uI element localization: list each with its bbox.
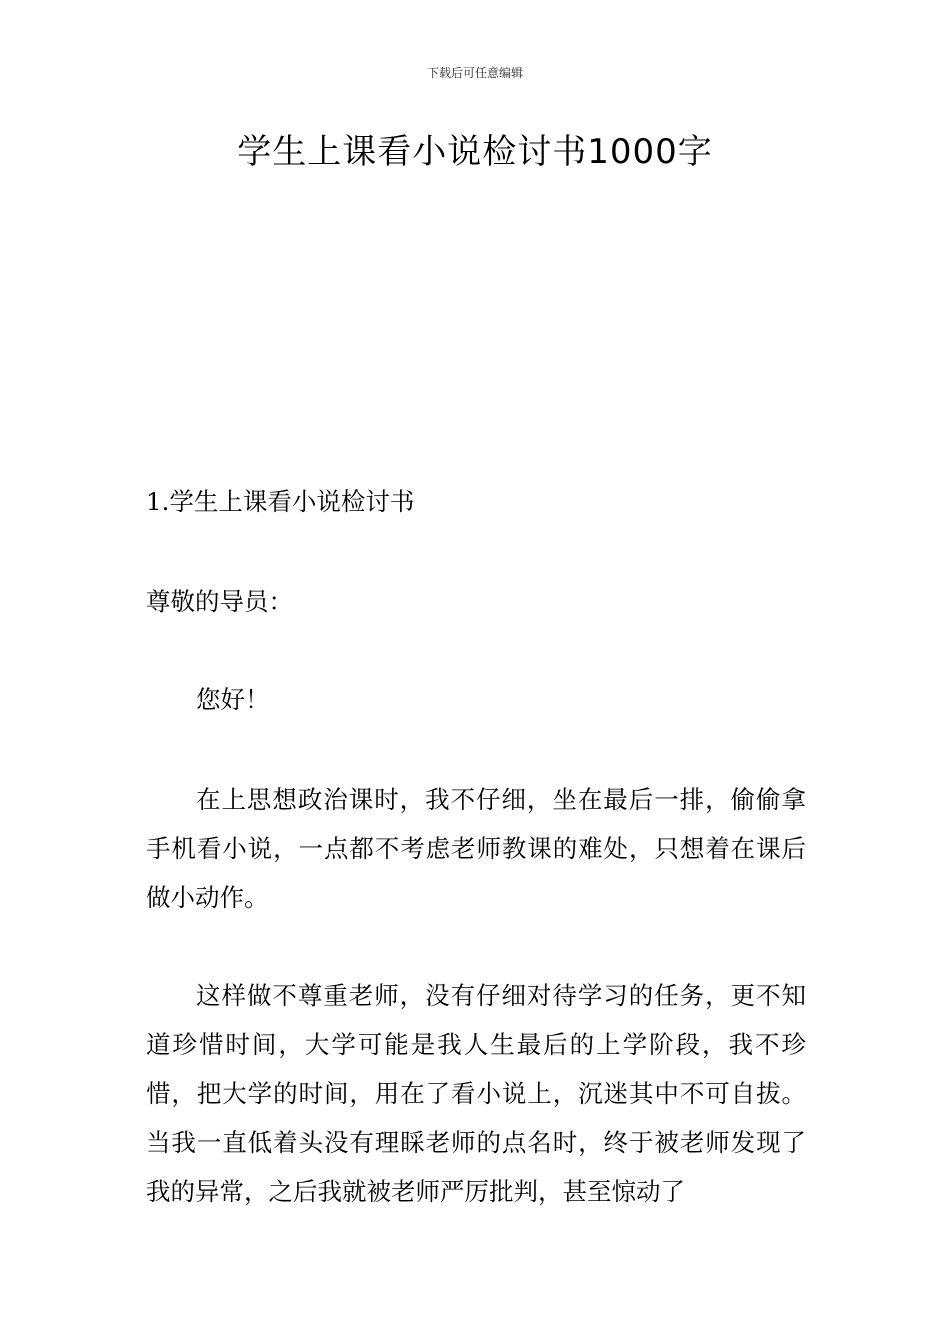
document-title: 学生上课看小说检讨书1000字 [237,132,713,172]
section-heading: 1.学生上课看小说检讨书 [146,487,415,516]
greeting: 您好！ [196,685,270,714]
paragraph-1: 在上思想政治课时，我不仔细，坐在最后一排，偷偷拿手机看小说，一点都不考虑老师教课的难处，只想着在课后做小动作。 [146,785,806,912]
salutation: 尊敬的导员： [146,587,293,616]
paragraph-2: 这样做不尊重老师，没有仔细对待学习的任务，更不知道珍惜时间，大学可能是我人生最后的上学阶段，我不珍惜，把大学的时间，用在了看小说上，沉迷其中不可自拔。当我一直低着头没有理睬老师的点名时，终于被老师发现了我的异常，之后我就被老师严厉批判，甚至惊动了 [146,981,806,1206]
header-note: 下载后可任意编辑 [426,66,523,80]
